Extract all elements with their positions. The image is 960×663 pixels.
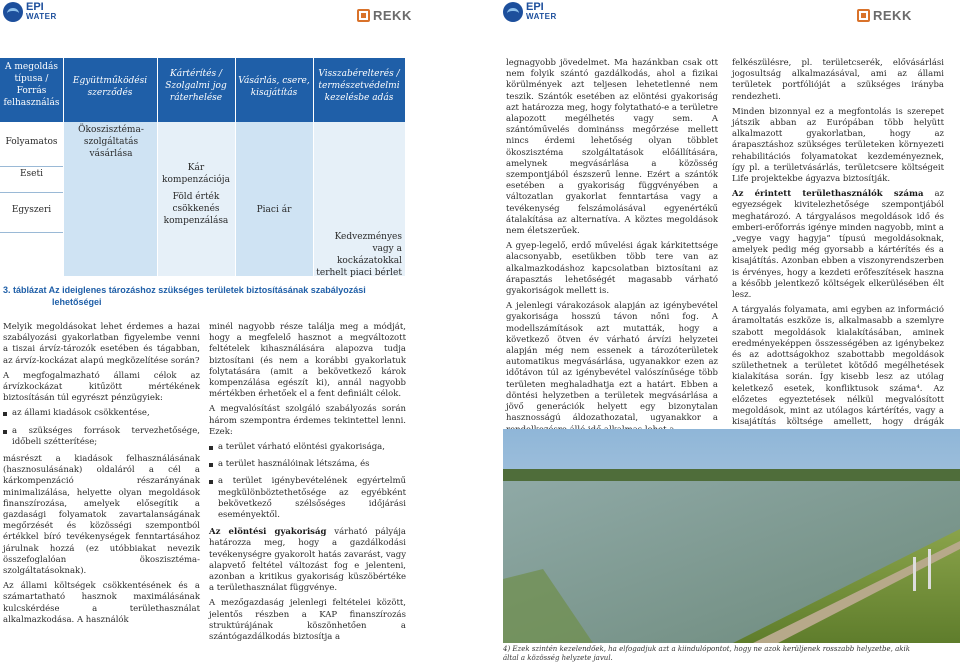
paragraph: A mezőgazdaság jelenlegi feltételei között, jelentős részben a KAP finanszírozás struktúrájának köszönhetően a szántógazdálkodás biztosítja a [209,598,406,643]
paragraph: minél nagyobb része találja meg a módját, hogy a megfelelő hasznot a megváltozott feltételek kihasználására alapozva tudja biztosítani (és nem a korábbi gyakorlatuk folytatására (amit a bekövetkező károk kompenzálása egészít ki), annál nagyobb mértékben érhetőek el a fent definiált célok. [209,322,406,400]
paragraph-text: várható pályája határozza meg, hogy a gazdálkodási tevékenységre gyakorolt hatás zavarást, vagy alapvető feltétel változást fog e jelenteni, azonban a kritikus gyakoriság küszöbértéke a területhasználat függvénye. [209,527,406,594]
rekk-logo-text: REKK [873,8,912,23]
paragraph-text: az egyezségek kivitelezhetősége szempontjából meghatározó. A tárgyalásos megoldások idő és emberi-erőforrás igénye minden nagyobb, mint a „vegye vagy hagyja” típusú megoldásoknak, amelyek pedig még gyorsabb a kártérítés és a kisajátítás. Azonban ebben a viszonyrendszerben is érvényes, hogy a kezdeti erőfeszítések haszna a később jelentkező költségek elkerülésében élt lesz. [732,189,945,301]
table-header-cell: Visszabérelterés / természetvédelmi kezelésbe adás [318,69,400,103]
column-divider [235,58,236,276]
table-row-label: Egyszeri [11,205,52,215]
column-divider [157,58,158,276]
epiwater-logo-icon [503,2,523,22]
epiwater-logo [3,2,57,22]
paragraph [209,527,406,594]
paragraph: A jelenlegi várakozások alapján az igénybevétel gyakorisága hosszú távon nőni fog. A modellszámítások azt mutatták, hogy a következő ötven év várható árvízi helyzetei alapján még nem essenek a tározóterületek automatikus megvásárlása, ugyanakkor ezen az időtávon túl az igénybevétel valószínűsége több területen meghaladhatja ezt a határt. Ebben a döntési helyzetben a területek megvásárlása a jövő generációk helyett egy bizonytalan hasznosságú áldozathozatal, ugyanakkor a [506,301,718,424]
paragraph: Melyik megoldásokat lehet érdemes a hazai szabályozási gyakorlatban figyelembe venni a tiszai árvíz-tározók esetében és tágabban, az árvíz-kockázat alapú megközelítése során? [3,322,200,366]
text-column-4 [732,58,944,444]
regulation-table [0,58,405,276]
row-divider [0,166,63,167]
row-divider [0,192,63,193]
table-header-cell: Vásárlás, csere, kisajátítás [238,76,310,98]
table-header-cell: A megoldás típusa / Forrás felhasználás [3,62,60,108]
table-column-bg [235,122,313,276]
rekk-logo-icon [857,9,870,22]
text-column-3 [506,58,718,440]
reservoir-photo [503,429,960,643]
paragraph: Minden bizonnyal ez a megfontolás is szerepet játszik abban az Európában több helyütt alkalmazott gyakorlatban, hogy az árapasztáshoz szükséges területeken környezeti rehabilitációs folyamatokat kezdeményeznek, így pl. a területvásárlás, területcsere költségeit Life projektekbe ágyazva biztosítják. [732,106,944,185]
paragraph: A megfogalmazható állami célok az árvízkockázat kitűzött mértékének biztosításán túl egyrészt pénzügyiek: [3,370,200,404]
epiwater-logo-icon [3,2,23,22]
epiwater-logo-text: EPI [26,1,44,13]
rekk-logo-text: REKK [373,8,412,23]
table-cell: Ökoszisztéma-szolgáltatás vásárlása [78,125,144,159]
table-cell: Föld érték csökkenés kompenzálása [163,192,229,226]
list-item: a szükséges források tervezhetősége, időbeli szétterítése; [3,426,200,448]
rekk-logo [357,8,412,23]
caption-line: 3. táblázat Az ideiglenes tározáshoz szükséges területek biztosításának szabályozási [3,285,366,295]
text-column-1 [3,322,200,630]
table-header-cell: Kártérítés / Szolgalmi jog ráterhelése [165,69,227,103]
table-cell: Kedvezményes vagy a kockázatokkal terhelt piaci bérlet [316,232,402,278]
text-column-2 [209,322,406,647]
table-cell: Kár kompenzációja [162,163,230,185]
list-item: a terület várható elöntési gyakorisága, [209,442,406,453]
table-row-label: Eseti [19,169,43,179]
caption-line: lehetőségei [52,297,102,307]
table-cell: Piaci ár [256,205,292,215]
epiwater-logo-subtext: WATER [26,12,57,21]
row-divider [0,232,63,233]
paragraph: A gyep-legelő, erdő művelési ágak kárkitettsége alacsonyabb, esetükben több tere van az alkalmazkodáshoz kapcsolatban biztosítani az árapasztás lehetőségét magasabb várható gyakoriságok mellett is. [506,241,718,297]
table-row-label: Folyamatos [5,137,58,147]
table-caption [0,284,405,308]
epiwater-logo-right [503,2,557,22]
paragraph: A tárgyalás folyamata, ami egyben az információ áramoltatás eszköze is, alkalmasabb a szemlyre szabott megoldások kialakításában, aminek eredményeképpen összességében az igénybekez és az adottságokhoz szabottabb megoldások születhetnek a területet kötődő megélhetések kialakítása során. Így kisebb lesz az utólag keletkező esetek, konfliktusok száma⁴. Az előzetes egyeztetések nélkül megvalósított megoldások, mint az utólagos kártérítés, vagy a kisajátítás költsége amellett, hogy drágák [732,305,944,428]
epiwater-logo-subtext: WATER [526,12,557,21]
paragraph: felkészülésre, pl. területcserék, elővásárlási jogosultság alkalmazásával, ami az állami területek portfólióját a szükséges irányba rendezheti. [732,58,944,102]
paragraph: A megvalósítást szolgáló szabályozás során három szempontra érdemes tekintettel lenni. Ezek: [209,404,406,437]
footnote: 4) Ezek szintén kezelendőek, ha elfogadjuk azt a kiindulópontot, hogy ne azok kerüljenek rosszabb helyzetbe, akik által a közösség helyzete javul. [503,645,910,662]
paragraph: másrészt a kiadások felhasználásának (hasznosulásának) oldaláról a cél a kárkompenzáció részarányának minimalizálása, helyette olyan megoldások finanszírozása, amelyek elősegítik a gazdasági folyamatok zavartalanságának megőrzését és közösségi szempontból értékkel bíró tevékenységek fenntartásához járulnak hozzá (ez utóbbiakat nevezik összefoglalóan ökoszisztéma-szolgáltatásoknak). [3,454,200,577]
bold-term: Az érintett területhasználók száma [732,189,924,200]
list-item: az állami kiadások csökkentése, [3,408,200,419]
epiwater-logo-text: EPI [526,1,544,13]
rekk-logo-right [857,8,912,23]
column-divider [313,58,314,276]
column-divider [63,58,64,276]
list-item: a terület használóinak létszáma, és [209,459,406,470]
bold-term: Az elöntési gyakoriság [209,527,327,538]
paragraph: Az állami költségek csökkentésének és a számartatható hasznok maximálásának kulcskérdése a területhasználat alkalmazkodása. A használók [3,581,200,625]
reservoir-landscape-image [503,429,960,643]
paragraph [732,189,944,301]
paragraph: legnagyobb jövedelmet. Ma hazánkban csak ott nem folyik szántó gazdálkodás, ahol a fizikai körülmények azt teljesen lehetetlenné nem teszik. Szántók esetében az elöntési gyakoriság azt határozza meg, hogy folytatható-e a területre alapozott megélhetés vagy sem. A szántóművelés dominánss megőrzése mellett nincs érdemi lehetőség olyan többlet ökoszisztéma szolgáltatások előállítására, amelynek megvásárlása a közösség szempontjából észszerű lenne. Ezért a szántók esetében a gyakoriság függvényében a változatlan gyakorlat fenntartása vagy a tevékenység felszámolásával egyenértékű átalakítása az alternatíva. A köztes megoldások nem életszerűek. [506,58,718,237]
table-header-cell: Együttműködési szerződés [72,76,148,98]
bullet-list [209,442,406,521]
rekk-logo-icon [357,9,370,22]
bullet-list [3,408,200,448]
list-item: a terület igénybevételének egyértelmű megkülönböztethetősége az egyébként bekövetkező szélsőséges időjárási eseményektől. [209,476,406,521]
